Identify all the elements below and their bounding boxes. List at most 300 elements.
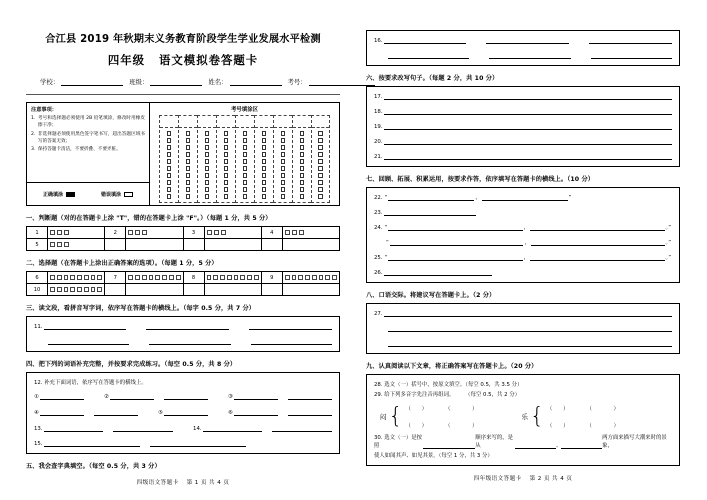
question-row[interactable]	[388, 339, 672, 347]
question-row[interactable]	[34, 322, 332, 330]
answer-cell[interactable]	[282, 227, 339, 239]
digit-bubble[interactable]	[167, 159, 172, 164]
option-bubble[interactable]	[91, 275, 96, 280]
digit-bubble[interactable]	[281, 173, 286, 178]
option-bubble[interactable]	[285, 275, 290, 280]
digit-bubble[interactable]	[167, 152, 172, 157]
question-row[interactable]	[34, 439, 332, 447]
digit-bubble[interactable]	[205, 173, 210, 178]
digit-bubble[interactable]	[281, 131, 286, 136]
paren-blank[interactable]: （ ）	[445, 423, 478, 429]
school-field[interactable]	[40, 77, 123, 86]
digit-bubble[interactable]	[186, 159, 191, 164]
digit-bubble[interactable]	[167, 187, 172, 192]
answer-cell[interactable]	[48, 239, 105, 251]
question-row[interactable]	[374, 238, 672, 246]
digit-bubble[interactable]	[318, 166, 323, 171]
digit-bubble[interactable]	[186, 152, 191, 157]
digit-bubble[interactable]	[224, 194, 229, 199]
digit-bubble[interactable]	[224, 173, 229, 178]
bubble-column-body[interactable]	[262, 128, 267, 202]
digit-bubble[interactable]	[318, 131, 323, 136]
option-bubble[interactable]	[64, 275, 69, 280]
digit-bubble[interactable]	[300, 145, 305, 150]
digit-bubble[interactable]	[262, 138, 267, 143]
bubble-digit-input[interactable]	[312, 116, 329, 128]
question-row[interactable]	[374, 137, 672, 145]
digit-bubble[interactable]	[186, 166, 191, 171]
answer-blank[interactable]	[40, 408, 84, 416]
option-bubble[interactable]	[305, 275, 310, 280]
polyphone-group[interactable]	[380, 404, 477, 429]
option-bubble[interactable]	[213, 275, 218, 280]
question-row[interactable]	[374, 193, 672, 201]
bubble-digit-input[interactable]	[179, 116, 197, 128]
option-bubble[interactable]	[312, 275, 317, 280]
digit-bubble[interactable]	[262, 131, 267, 136]
question-row[interactable]	[374, 309, 672, 317]
digit-bubble[interactable]	[243, 138, 248, 143]
answer-blank[interactable]	[384, 92, 672, 100]
digit-bubble[interactable]	[186, 131, 191, 136]
digit-bubble[interactable]	[300, 194, 305, 199]
answer-blank[interactable]	[388, 223, 522, 231]
polyphone-pair[interactable]	[406, 404, 478, 412]
answer-blank[interactable]	[146, 322, 229, 330]
question-row[interactable]	[374, 107, 672, 115]
option-group[interactable]	[50, 242, 102, 247]
school-input[interactable]	[61, 78, 123, 86]
answer-cell[interactable]	[48, 272, 105, 284]
answer-blank[interactable]	[234, 392, 278, 400]
digit-bubble[interactable]	[281, 159, 286, 164]
digit-bubble[interactable]	[300, 187, 305, 192]
polyphone-row[interactable]	[374, 404, 672, 429]
digit-bubble[interactable]	[262, 145, 267, 150]
question-row[interactable]	[374, 268, 672, 276]
option-bubble[interactable]	[64, 287, 69, 292]
option-bubble[interactable]	[221, 230, 226, 235]
option-bubble[interactable]	[97, 287, 102, 292]
name-field[interactable]	[208, 77, 281, 86]
paren-blank[interactable]: （ ）	[586, 406, 619, 412]
bubble-digit-input[interactable]	[274, 116, 292, 128]
option-bubble[interactable]	[332, 275, 337, 280]
answer-blank[interactable]	[113, 424, 173, 432]
bubble-column-body[interactable]	[205, 128, 210, 202]
option-bubble[interactable]	[128, 230, 133, 235]
digit-bubble[interactable]	[224, 152, 229, 157]
bubble-column[interactable]	[311, 115, 330, 203]
answer-blank[interactable]	[384, 268, 492, 276]
answer-blank[interactable]	[390, 238, 524, 246]
paren-blank[interactable]: （ ）	[546, 406, 569, 412]
digit-bubble[interactable]	[167, 145, 172, 150]
answer-blank[interactable]	[149, 337, 230, 345]
answer-cell[interactable]	[204, 227, 261, 239]
exam-number-bubble-grid[interactable]	[156, 115, 333, 203]
section-3-answer-box[interactable]	[26, 316, 340, 352]
answer-cell[interactable]	[48, 284, 105, 296]
option-bubble[interactable]	[207, 275, 212, 280]
answer-blank[interactable]	[94, 408, 138, 416]
option-group[interactable]	[285, 230, 337, 235]
option-bubble[interactable]	[325, 275, 330, 280]
option-bubble[interactable]	[319, 275, 324, 280]
option-bubble[interactable]	[84, 275, 89, 280]
option-bubble[interactable]	[292, 230, 297, 235]
paren-blank[interactable]: （ ）	[405, 423, 428, 429]
digit-bubble[interactable]	[243, 145, 248, 150]
answer-blank[interactable]	[44, 424, 104, 432]
option-bubble[interactable]	[247, 275, 252, 280]
digit-bubble[interactable]	[300, 138, 305, 143]
answer-blank[interactable]	[288, 392, 332, 400]
answer-cell[interactable]	[126, 227, 183, 239]
bubble-column[interactable]	[178, 115, 197, 203]
table-row[interactable]	[27, 272, 340, 284]
digit-bubble[interactable]	[224, 138, 229, 143]
digit-bubble[interactable]	[205, 187, 210, 192]
table-row[interactable]	[27, 227, 340, 239]
digit-bubble[interactable]	[186, 194, 191, 199]
digit-bubble[interactable]	[300, 166, 305, 171]
polyphone-pair[interactable]	[406, 421, 478, 429]
digit-bubble[interactable]	[243, 194, 248, 199]
digit-bubble[interactable]	[224, 166, 229, 171]
bubble-digit-input[interactable]	[236, 116, 254, 128]
digit-bubble[interactable]	[205, 180, 210, 185]
digit-bubble[interactable]	[224, 131, 229, 136]
question-row[interactable]	[374, 122, 672, 130]
digit-bubble[interactable]	[318, 145, 323, 150]
digit-bubble[interactable]	[186, 138, 191, 143]
answer-blank[interactable]	[384, 107, 672, 115]
option-bubble[interactable]	[234, 275, 239, 280]
answer-blank[interactable]	[591, 51, 672, 59]
option-group[interactable]	[128, 230, 180, 235]
polyphone-blanks[interactable]	[406, 404, 478, 429]
option-bubble[interactable]	[207, 230, 212, 235]
section-4-answer-box[interactable]	[26, 372, 340, 454]
digit-bubble[interactable]	[300, 180, 305, 185]
option-bubble[interactable]	[169, 275, 174, 280]
digit-bubble[interactable]	[167, 166, 172, 171]
answer-blank[interactable]	[203, 424, 263, 432]
bubble-digit-input[interactable]	[198, 116, 216, 128]
answer-blank[interactable]	[530, 223, 664, 231]
name-input[interactable]	[230, 78, 282, 86]
section-6-answer-box[interactable]	[366, 86, 680, 167]
digit-bubble[interactable]	[243, 187, 248, 192]
option-group[interactable]	[50, 275, 102, 280]
answer-blank[interactable]	[384, 208, 476, 216]
question-row[interactable]	[374, 152, 672, 160]
bubble-column[interactable]	[197, 115, 216, 203]
digit-bubble[interactable]	[243, 131, 248, 136]
question-row[interactable]	[374, 36, 672, 44]
answer-blank[interactable]	[384, 152, 672, 160]
digit-bubble[interactable]	[224, 145, 229, 150]
digit-bubble[interactable]	[167, 131, 172, 136]
question-row[interactable]	[34, 424, 332, 432]
answer-blank[interactable]	[388, 253, 522, 261]
option-bubble[interactable]	[214, 230, 219, 235]
option-bubble[interactable]	[292, 275, 297, 280]
bubble-column-body[interactable]	[186, 128, 191, 202]
bubble-column-body[interactable]	[243, 128, 248, 202]
digit-bubble[interactable]	[318, 173, 323, 178]
answer-cell[interactable]	[282, 272, 339, 284]
option-bubble[interactable]	[254, 275, 259, 280]
answer-blank[interactable]	[388, 51, 469, 59]
option-bubble[interactable]	[64, 230, 69, 235]
option-bubble[interactable]	[84, 287, 89, 292]
polyphone-pair[interactable]	[547, 404, 619, 412]
bubble-column[interactable]	[159, 115, 178, 203]
digit-bubble[interactable]	[318, 138, 323, 143]
digit-bubble[interactable]	[318, 194, 323, 199]
digit-bubble[interactable]	[205, 159, 210, 164]
digit-bubble[interactable]	[318, 180, 323, 185]
option-group[interactable]	[207, 275, 259, 280]
option-bubble[interactable]	[64, 242, 69, 247]
digit-bubble[interactable]	[224, 187, 229, 192]
digit-bubble[interactable]	[300, 159, 305, 164]
digit-bubble[interactable]	[318, 152, 323, 157]
answer-blank[interactable]	[384, 122, 672, 130]
bubble-column-body[interactable]	[167, 128, 172, 202]
digit-bubble[interactable]	[205, 138, 210, 143]
answer-blank[interactable]	[249, 322, 332, 330]
section-9-answer-box[interactable]	[366, 374, 680, 466]
option-bubble[interactable]	[50, 230, 55, 235]
digit-bubble[interactable]	[243, 180, 248, 185]
option-group[interactable]	[207, 230, 259, 235]
section-1-answer-grid[interactable]	[26, 226, 340, 251]
polyphone-group[interactable]	[521, 404, 618, 429]
answer-blank[interactable]	[589, 36, 672, 44]
option-bubble[interactable]	[57, 287, 62, 292]
option-bubble[interactable]	[240, 275, 245, 280]
answer-blank[interactable]	[44, 322, 127, 330]
option-bubble[interactable]	[285, 230, 290, 235]
answer-cell[interactable]	[204, 272, 261, 284]
answer-blank[interactable]	[164, 392, 208, 400]
digit-bubble[interactable]	[318, 159, 323, 164]
bubble-column-body[interactable]	[224, 128, 229, 202]
answer-blank[interactable]	[561, 441, 602, 449]
digit-bubble[interactable]	[262, 173, 267, 178]
polyphone-pair[interactable]	[547, 421, 619, 429]
digit-bubble[interactable]	[205, 194, 210, 199]
digit-bubble[interactable]	[224, 180, 229, 185]
section-5-answer-box[interactable]	[366, 30, 680, 66]
question-row[interactable]	[374, 208, 672, 216]
digit-bubble[interactable]	[262, 180, 267, 185]
answer-blank[interactable]	[388, 193, 474, 201]
paren-blank[interactable]: （ ）	[405, 406, 428, 412]
question-30-row[interactable]	[374, 433, 672, 449]
option-group[interactable]	[285, 275, 337, 280]
paren-blank[interactable]: （ ）	[586, 423, 619, 429]
digit-bubble[interactable]	[281, 138, 286, 143]
digit-bubble[interactable]	[186, 180, 191, 185]
option-bubble[interactable]	[128, 275, 133, 280]
polyphone-blanks[interactable]	[547, 404, 619, 429]
table-row[interactable]	[27, 284, 340, 296]
option-bubble[interactable]	[135, 230, 140, 235]
answer-blank[interactable]	[150, 439, 246, 447]
answer-blank[interactable]	[530, 253, 664, 261]
digit-bubble[interactable]	[167, 138, 172, 143]
section-2-answer-grid[interactable]	[26, 271, 340, 296]
section-8-answer-box[interactable]	[366, 303, 680, 354]
answer-blank[interactable]	[486, 36, 569, 44]
digit-bubble[interactable]	[205, 131, 210, 136]
digit-bubble[interactable]	[243, 159, 248, 164]
answer-blank[interactable]	[384, 309, 672, 317]
answer-blank[interactable]	[384, 36, 467, 44]
digit-bubble[interactable]	[281, 166, 286, 171]
answer-blank[interactable]	[44, 439, 140, 447]
digit-bubble[interactable]	[205, 152, 210, 157]
digit-bubble[interactable]	[186, 145, 191, 150]
bubble-digit-input[interactable]	[160, 116, 178, 128]
digit-bubble[interactable]	[167, 180, 172, 185]
digit-bubble[interactable]	[262, 187, 267, 192]
digit-bubble[interactable]	[262, 152, 267, 157]
option-bubble[interactable]	[50, 275, 55, 280]
digit-bubble[interactable]	[243, 166, 248, 171]
digit-bubble[interactable]	[281, 187, 286, 192]
answer-blank[interactable]	[48, 337, 129, 345]
option-bubble[interactable]	[176, 275, 181, 280]
option-bubble[interactable]	[142, 275, 147, 280]
digit-bubble[interactable]	[300, 173, 305, 178]
question-row[interactable]	[34, 408, 332, 416]
digit-bubble[interactable]	[281, 152, 286, 157]
answer-cell[interactable]	[126, 272, 183, 284]
digit-bubble[interactable]	[243, 173, 248, 178]
option-bubble[interactable]	[57, 242, 62, 247]
bubble-column[interactable]	[273, 115, 292, 203]
answer-blank[interactable]	[531, 238, 665, 246]
digit-bubble[interactable]	[300, 131, 305, 136]
digit-bubble[interactable]	[281, 145, 286, 150]
answer-blank[interactable]	[110, 392, 154, 400]
bubble-digit-input[interactable]	[217, 116, 235, 128]
digit-bubble[interactable]	[205, 166, 210, 171]
answer-blank[interactable]	[288, 408, 332, 416]
answer-blank[interactable]	[515, 441, 556, 449]
answer-cell[interactable]	[48, 227, 105, 239]
option-bubble[interactable]	[135, 275, 140, 280]
question-row[interactable]	[374, 92, 672, 100]
digit-bubble[interactable]	[205, 145, 210, 150]
bubble-column[interactable]	[292, 115, 311, 203]
answer-blank[interactable]	[40, 392, 84, 400]
class-input[interactable]	[150, 78, 202, 86]
digit-bubble[interactable]	[281, 194, 286, 199]
digit-bubble[interactable]	[262, 159, 267, 164]
answer-blank[interactable]	[423, 441, 475, 449]
option-bubble[interactable]	[155, 275, 160, 280]
answer-blank[interactable]	[489, 51, 570, 59]
digit-bubble[interactable]	[243, 152, 248, 157]
question-row[interactable]	[388, 324, 672, 332]
answer-blank[interactable]	[388, 324, 672, 332]
option-bubble[interactable]	[142, 230, 147, 235]
digit-bubble[interactable]	[318, 187, 323, 192]
answer-blank[interactable]	[272, 424, 332, 432]
bubble-column[interactable]	[254, 115, 273, 203]
question-row[interactable]	[374, 223, 672, 231]
digit-bubble[interactable]	[300, 152, 305, 157]
option-bubble[interactable]	[299, 230, 304, 235]
option-bubble[interactable]	[50, 242, 55, 247]
option-bubble[interactable]	[70, 287, 75, 292]
option-bubble[interactable]	[220, 275, 225, 280]
question-row[interactable]	[48, 337, 332, 345]
bubble-column-body[interactable]	[318, 128, 323, 202]
answer-blank[interactable]	[234, 408, 278, 416]
option-bubble[interactable]	[77, 287, 82, 292]
digit-bubble[interactable]	[186, 173, 191, 178]
question-row[interactable]	[388, 51, 672, 59]
option-group[interactable]	[50, 287, 102, 292]
option-bubble[interactable]	[50, 287, 55, 292]
answer-blank[interactable]	[482, 193, 568, 201]
paren-blank[interactable]: （ ）	[445, 406, 478, 412]
digit-bubble[interactable]	[281, 180, 286, 185]
paren-blank[interactable]: （ ）	[546, 423, 569, 429]
option-bubble[interactable]	[70, 275, 75, 280]
option-bubble[interactable]	[227, 275, 232, 280]
digit-bubble[interactable]	[262, 166, 267, 171]
section-7-answer-box[interactable]	[366, 187, 680, 283]
digit-bubble[interactable]	[262, 194, 267, 199]
digit-bubble[interactable]	[186, 187, 191, 192]
option-bubble[interactable]	[91, 287, 96, 292]
digit-bubble[interactable]	[167, 194, 172, 199]
bubble-column-body[interactable]	[281, 128, 286, 202]
question-row[interactable]	[374, 253, 672, 261]
option-bubble[interactable]	[97, 275, 102, 280]
table-row[interactable]	[27, 239, 340, 251]
bubble-digit-input[interactable]	[293, 116, 311, 128]
option-bubble[interactable]	[149, 275, 154, 280]
option-group[interactable]	[128, 275, 180, 280]
option-bubble[interactable]	[77, 275, 82, 280]
bubble-column[interactable]	[235, 115, 254, 203]
option-bubble[interactable]	[57, 230, 62, 235]
class-field[interactable]	[129, 77, 202, 86]
bubble-column-body[interactable]	[300, 128, 305, 202]
option-bubble[interactable]	[162, 275, 167, 280]
digit-bubble[interactable]	[224, 159, 229, 164]
question-row[interactable]	[34, 392, 332, 400]
bubble-digit-input[interactable]	[255, 116, 273, 128]
answer-blank[interactable]	[251, 337, 332, 345]
answer-blank[interactable]	[164, 408, 208, 416]
option-bubble[interactable]	[298, 275, 303, 280]
answer-blank[interactable]	[384, 137, 672, 145]
bubble-column[interactable]	[216, 115, 235, 203]
option-bubble[interactable]	[57, 275, 62, 280]
answer-blank[interactable]	[388, 339, 672, 347]
digit-bubble[interactable]	[167, 173, 172, 178]
